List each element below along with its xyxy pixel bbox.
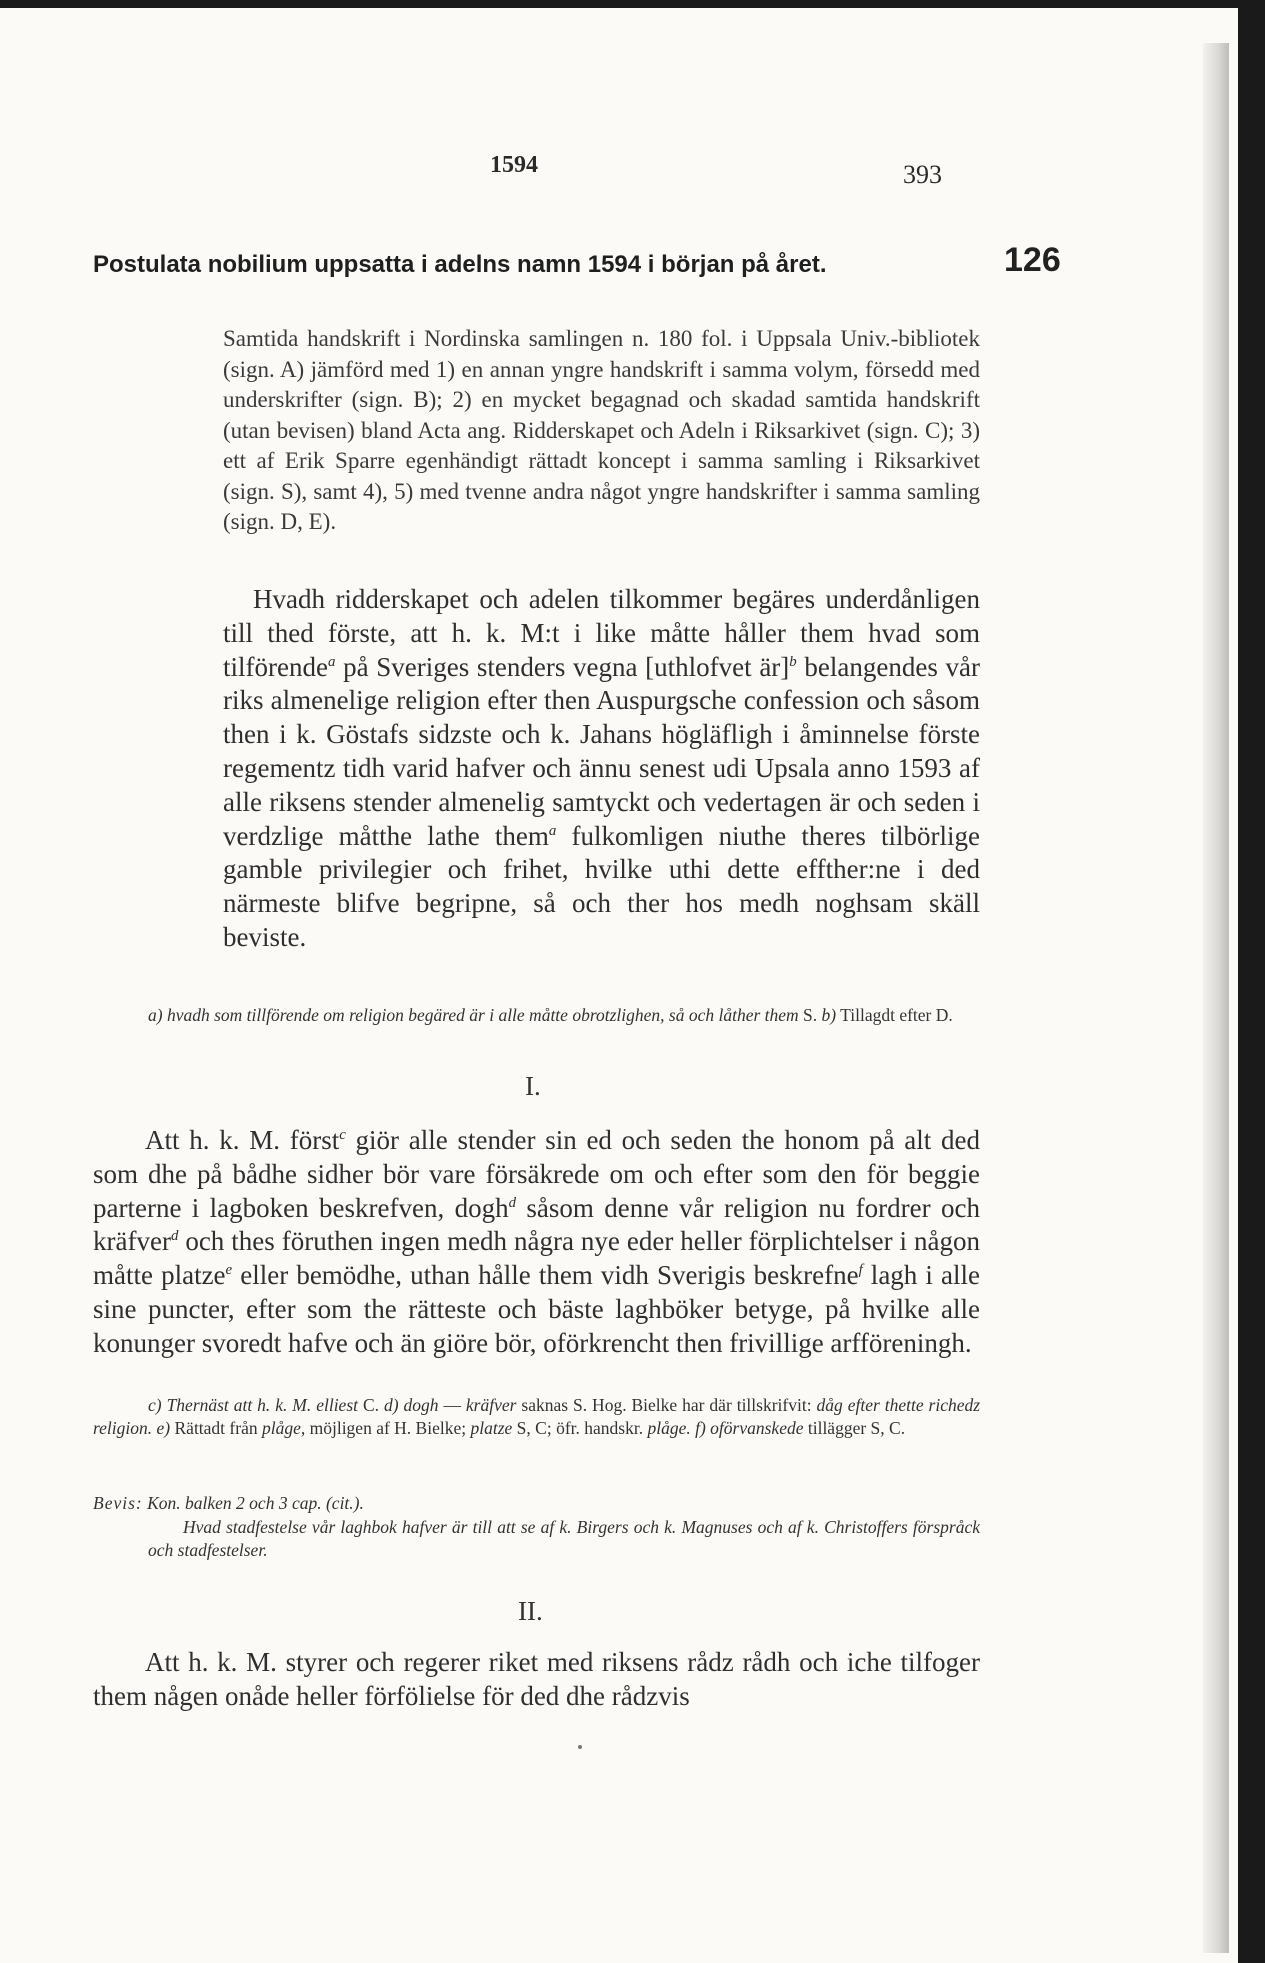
page: [0, 8, 1238, 1963]
section-heading-2: II.: [518, 1596, 543, 1626]
footnote-text: saknas S. Hog. Bielke har där tillskrifvit:: [521, 1395, 812, 1415]
footnote-label: e): [156, 1418, 171, 1438]
footnote-text: dåg efter thette richedz religion.: [93, 1395, 981, 1438]
section-1-text: eller bemödhe, uthan hålle them vidh Sverigis beskrefne: [232, 1260, 859, 1291]
section-2-paragraph: Att h. k. M. styrer och regerer riket med riksens rådz rådh och iche tilfoger them någen onåde heller förfölielse för ded dhe rådzvis: [93, 1647, 980, 1711]
footnote-text: möjligen af H. Bielke;: [309, 1418, 467, 1438]
footnote-ref-d: d: [508, 1194, 517, 1211]
footnote-label: c): [148, 1395, 162, 1415]
footnote-text: platze: [470, 1418, 513, 1438]
footnote-text: kräfver: [465, 1395, 517, 1415]
footnote-text: Tillagdt efter D.: [840, 1005, 953, 1025]
footnote-label: f): [695, 1418, 706, 1438]
footnote-text: oförvanskede: [710, 1418, 804, 1438]
page-number: 393: [903, 160, 942, 189]
bevis-label: Bevis:: [93, 1493, 143, 1513]
section-heading-1: I.: [525, 1071, 541, 1101]
document-title: Postulata nobilium uppsatta i adelns namn 1594 i början på året.: [93, 251, 827, 278]
section-1-text: giör alle stender sin ed och seden the honom på alt ded som dhe på bådhe sidher bör vare försäkrede om och efter som den för beggie parterne i lagboken beskrefven, dogh: [93, 1125, 981, 1223]
footnote-sign: S.: [803, 1005, 818, 1025]
footnote-ref-e: e: [225, 1262, 233, 1279]
footnote-label: d): [383, 1395, 399, 1415]
footnote-text: dogh: [403, 1395, 439, 1415]
source-note: Samtida handskrift i Nordinska samlingen n. 180 fol. i Uppsala Univ.-bibliotek (sign. A) jämförd med 1) en annan yngre handskrift i samma volym, försedd med underskrifter (sign. B); 2) en mycket begagnad och skadad samtida handskrift (utan bevisen) bland Acta ang. Ridderskapet och Adeln i Riksarkivet (sign. C); 3) ett af Erik Sparre egenhändigt rättadt koncept i samma samling i Riksarkivet (sign. S), samt 4), 5) med tvenne andra något yngre handskrifter i samma samling (sign. D, E).: [223, 326, 980, 534]
bevis-reference: Kon. balken 2 och 3 cap.: [147, 1493, 322, 1513]
section-1-text: såsom denne vår religion nu fordrer och kräfver: [93, 1192, 980, 1257]
header-year: 1594: [490, 152, 538, 178]
section-1-text: Att h. k. M. först: [145, 1125, 340, 1155]
section-1-text: lagh i alle sine puncter, efter som the rätteste och bäste laghböker betyge, på hvilke alle konunger svoredt hafve och än giöre bör, oförkrencht then frivillige arfföreningh.: [93, 1260, 980, 1358]
footnote-ref-d: d: [170, 1228, 179, 1245]
footnote-text: plåge,: [261, 1418, 306, 1438]
footnote-ref-a: a: [327, 653, 336, 670]
intro-paragraph: [223, 583, 980, 955]
section-1-text: och thes föruthen ingen medh några nye eder heller förplichtelser i någon måtte platze: [93, 1226, 980, 1291]
intro-text-3: belangendes vår riks almenelige religion efter then Auspurgsche confession och såsom then i k. Göstafs sidzste och k. Jahans högläfligh i åminnelse förste regementz tidh varid hafver och ännu senest udi Upsala anno 1593 af alle riksens stender almenelig samtyckt och vedertagen är och seden i verdzlige måtthe lathe them: [223, 651, 980, 851]
footnote-dash: —: [443, 1395, 461, 1415]
footnote-ref-b: b: [789, 653, 797, 670]
page-edge: [1203, 43, 1229, 1953]
footnote-cf: [93, 1394, 980, 1440]
footnote-text: S, C; öfr. handskr.: [516, 1418, 644, 1438]
footnote-text: hvadh som tillförende om religion begäred är i alle måtte obrotzlighen, så och låther them: [166, 1005, 799, 1025]
footnote-text: tillägger S, C.: [807, 1418, 906, 1438]
bevis-cit: (cit.).: [325, 1493, 364, 1513]
intro-text-1: Hvadh ridderskapet och adelen tilkommer begäres underdånligen till thed förste, att h. k. M:t i like måtte håller them hvad som tilförende: [223, 584, 980, 682]
intro-text-4: fulkomligen niuthe theres tilbörlige gamble privilegier och frihet, hvilke uthi dette effther:ne i ded närmeste blifve begripne, så och ther hos medh noghsam skäll beviste.: [223, 820, 980, 952]
footnote-label: a): [148, 1005, 163, 1025]
footnote-label: b): [821, 1005, 837, 1025]
section-1-paragraph: [93, 1124, 980, 1361]
document-number: 126: [1004, 241, 1061, 279]
intro-text-2: på Sveriges stenders vegna [uthlofvet är]: [335, 651, 790, 682]
footnote-ref-f: f: [858, 1262, 863, 1279]
footnote-text: plåge.: [647, 1418, 691, 1438]
ink-speck: [578, 1745, 582, 1749]
footnote-sign: C.: [362, 1395, 380, 1415]
footnote-text: Thernäst att h. k. M. elliest: [166, 1395, 358, 1415]
bevis-text: Hvad stadfestelse vår laghbok hafver är till att se af k. Birgers och k. Magnuses och af k. Christoffers förspråck och stadfestelser.: [148, 1517, 980, 1560]
footnote-ab: [93, 1004, 980, 1027]
bevis-block: [93, 1492, 980, 1515]
footnote-ref-c: c: [339, 1127, 346, 1143]
footnote-ref-a: a: [548, 822, 557, 839]
footnote-text: Rättadt från: [174, 1418, 258, 1438]
